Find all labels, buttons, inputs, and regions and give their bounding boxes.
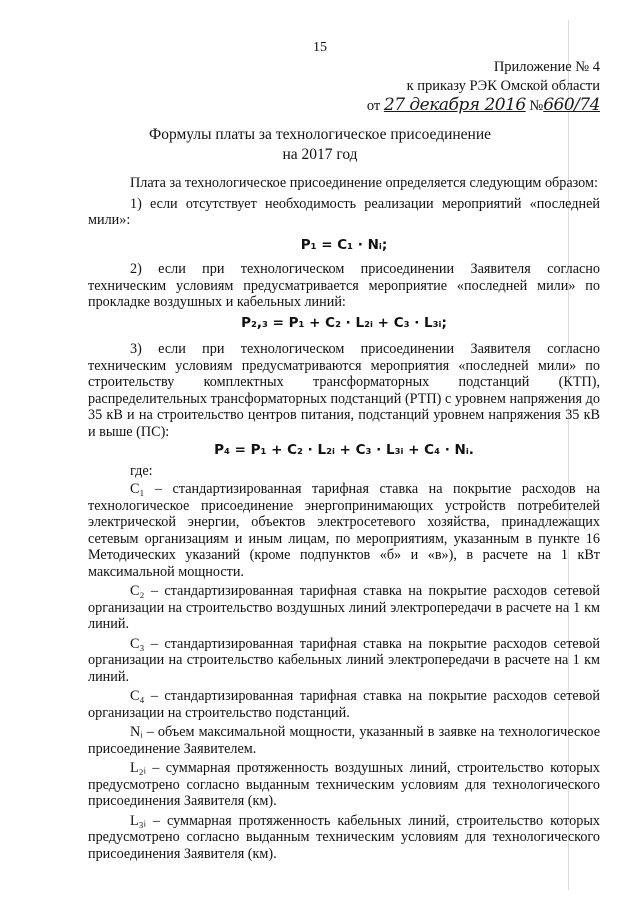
- case-2-paragraph: 2) если при технологическом присоединении Заявителя согласно техническим условиям предусматривается мероприятие «последней мили» по прокладке воздушных и кабельных линий:: [88, 261, 600, 310]
- definition-ni: Nᵢ – объем максимальной мощности, указанный в заявке на технологическое присоединение Заявителем.: [88, 724, 600, 757]
- formula-2: P₂,₃ = P₁ + C₂ · L₂ᵢ + C₃ · L₃ᵢ;: [241, 314, 447, 331]
- appendix-header: [367, 58, 600, 116]
- definition-l2i: L₂ᵢ – суммарная протяженность воздушных линий, строительство которых предусмотрено согласно выданным техническим условиям для технологического присоединения Заявителя (км).: [88, 760, 600, 809]
- definition-c3: C₃ – стандартизированная тарифная ставка на покрытие расходов сетевой организации на строительство кабельных линий электропередачи в расчете на 1 км линий.: [88, 635, 600, 685]
- definition-c2: C₂ – стандартизированная тарифная ставка на покрытие расходов сетевой организации на строительство воздушных линий электропередачи в расчете на 1 км линий.: [88, 583, 600, 632]
- handwritten-date: 27 декабря 2016: [383, 95, 526, 115]
- title-line-1: Формулы платы за технологическое присоединение: [148, 126, 492, 143]
- appendix-label: Приложение № 4: [493, 59, 600, 75]
- formula-1: P₁ = C₁ · Nᵢ;: [300, 236, 388, 253]
- order-date-line: [367, 96, 600, 116]
- definition-c1: C₁ – стандартизированная тарифная ставка на покрытие расходов на технологическое присоединение энергопринимающих устройств потребителей электрической энергии, объектов электросетевого хозяйства, принадлежащих сетевым организациям и иным лицам, по мероприятиям, указанным в пункте 16 Методических указаний (кроме подпунктов «б» и «в»), в расчете на 1 кВт максимальной мощности.: [88, 481, 600, 580]
- formula-3: P₄ = P₁ + C₂ · L₂ᵢ + C₃ · L₃ᵢ + C₄ · Nᵢ.: [214, 442, 474, 458]
- document-title: [0, 125, 640, 165]
- order-label: к приказу РЭК Омской области: [406, 78, 600, 94]
- definition-c4: C₄ – стандартизированная тарифная ставка на покрытие расходов сетевой организации на строительство подстанций.: [88, 688, 600, 721]
- handwritten-number: 660/74: [543, 95, 600, 115]
- definition-l3i: L₃ᵢ – суммарная протяженность кабельных линий, строительство которых предусмотрено согласно выданным техническим условиям для технологического присоединения Заявителя (км).: [88, 812, 600, 862]
- case-1-paragraph: 1) если отсутствует необходимость реализации мероприятий «последней мили»:: [88, 195, 600, 228]
- title-line-2: на 2017 год: [282, 146, 358, 163]
- case-3-paragraph: 3) если при технологическом присоединении Заявителя согласно техническим условиям предусматриваются мероприятия «последней мили» по строительству комплектных трансформаторных подстанций (КТП), распределительных трансформаторных подстанций (РТП) с уровнем напряжения до 35 кВ и на строительство центров питания, подстанций уровнем напряжения 35 кВ и выше (ПС):: [88, 341, 600, 440]
- number-prefix: №: [529, 98, 544, 114]
- from-prefix: от: [366, 98, 381, 114]
- document-body: [88, 175, 600, 862]
- where-label: где:: [130, 462, 153, 479]
- intro-paragraph: Плата за технологическое присоединение определяется следующим образом:: [130, 175, 598, 191]
- page-number: 15: [313, 40, 327, 55]
